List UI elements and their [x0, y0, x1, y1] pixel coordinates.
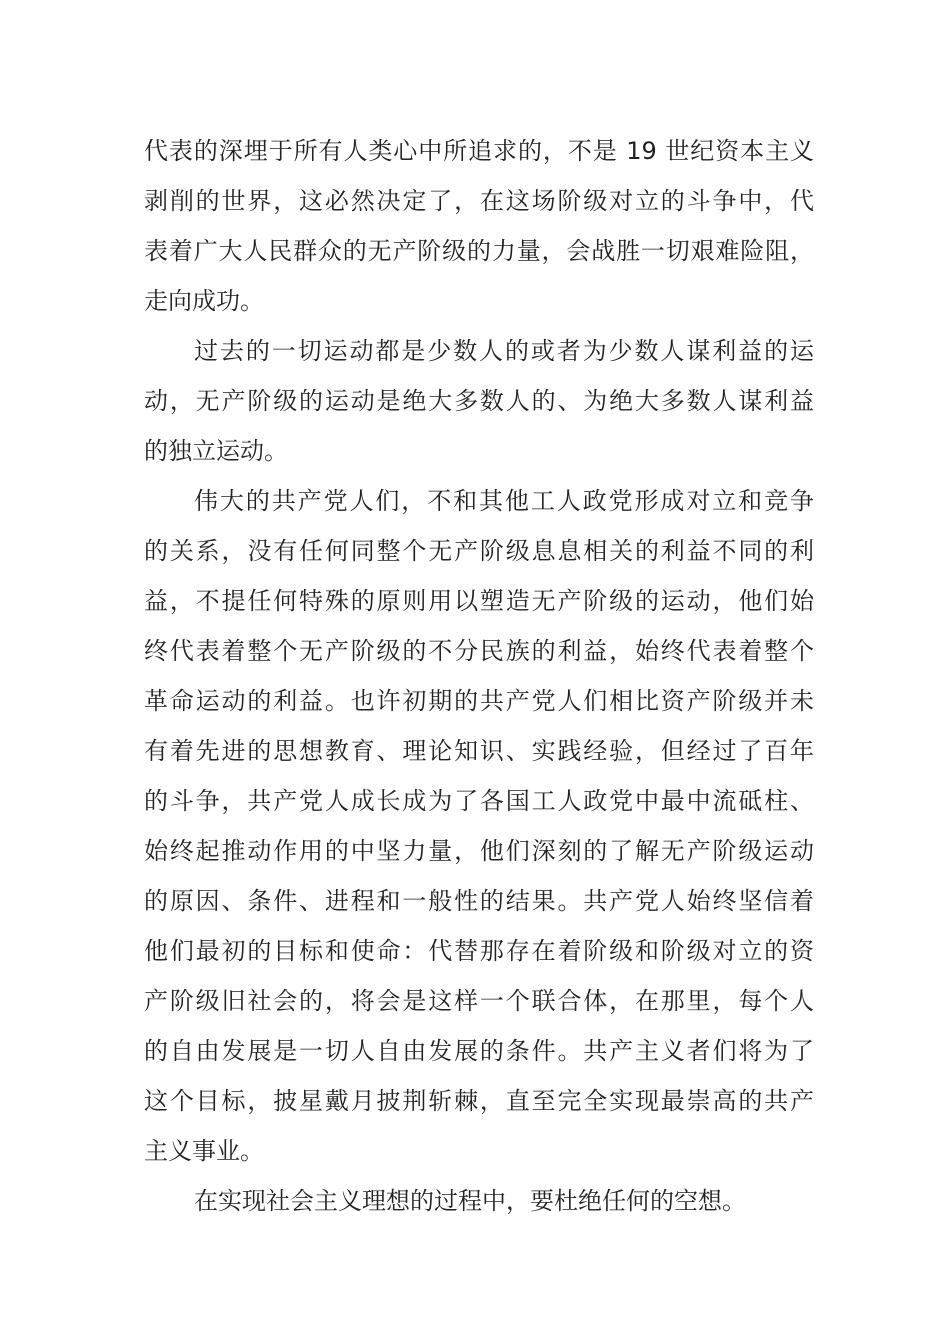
text-line: 伟大的共产党人们，不和其他工人政党形成对立和竞争 [194, 487, 814, 515]
text-line: 始终起推动作用的中坚力量，他们深刻的了解无产阶级运动 [144, 837, 814, 865]
text-line: 革命运动的利益。也许初期的共产党人们相比资产阶级并未 [144, 687, 814, 715]
text-line: 的斗争，共产党人成长成为了各国工人政党中最中流砥柱、 [144, 787, 814, 815]
text-line: 他们最初的目标和使命：代替那存在着阶级和阶级对立的资 [144, 937, 814, 965]
text-line: 过去的一切运动都是少数人的或者为少数人谋利益的运 [194, 337, 814, 365]
text-line: 益，不提任何特殊的原则用以塑造无产阶级的运动，他们始 [144, 587, 814, 615]
text-line: 的自由发展是一切人自由发展的条件。共产主义者们将为了 [144, 1037, 814, 1065]
text-line: 这个目标，披星戴月披荆斩棘，直至完全实现最崇高的共产 [144, 1087, 814, 1115]
text-line: 表着广大人民群众的无产阶级的力量，会战胜一切艰难险阻， [144, 237, 814, 265]
text-line: 动，无产阶级的运动是绝大多数人的、为绝大多数人谋利益 [144, 387, 814, 415]
text-line: 代表的深埋于所有人类心中所追求的，不是 19 世纪资本主义 [144, 137, 814, 165]
text-line: 的独立运动。 [144, 437, 288, 465]
text-line: 在实现社会主义理想的过程中，要杜绝任何的空想。 [194, 1187, 746, 1215]
text-line: 走向成功。 [144, 287, 264, 315]
text-line: 有着先进的思想教育、理论知识、实践经验，但经过了百年 [144, 737, 814, 765]
body-text [144, 126, 814, 1226]
text-line: 的原因、条件、进程和一般性的结果。共产党人始终坚信着 [144, 887, 814, 915]
text-line: 的关系，没有任何同整个无产阶级息息相关的利益不同的利 [144, 537, 814, 565]
text-line: 主义事业。 [144, 1137, 264, 1165]
text-line: 产阶级旧社会的，将会是这样一个联合体，在那里，每个人 [144, 987, 814, 1015]
text-line: 终代表着整个无产阶级的不分民族的利益，始终代表着整个 [144, 637, 814, 665]
text-line: 剥削的世界，这必然决定了，在这场阶级对立的斗争中，代 [144, 187, 814, 215]
